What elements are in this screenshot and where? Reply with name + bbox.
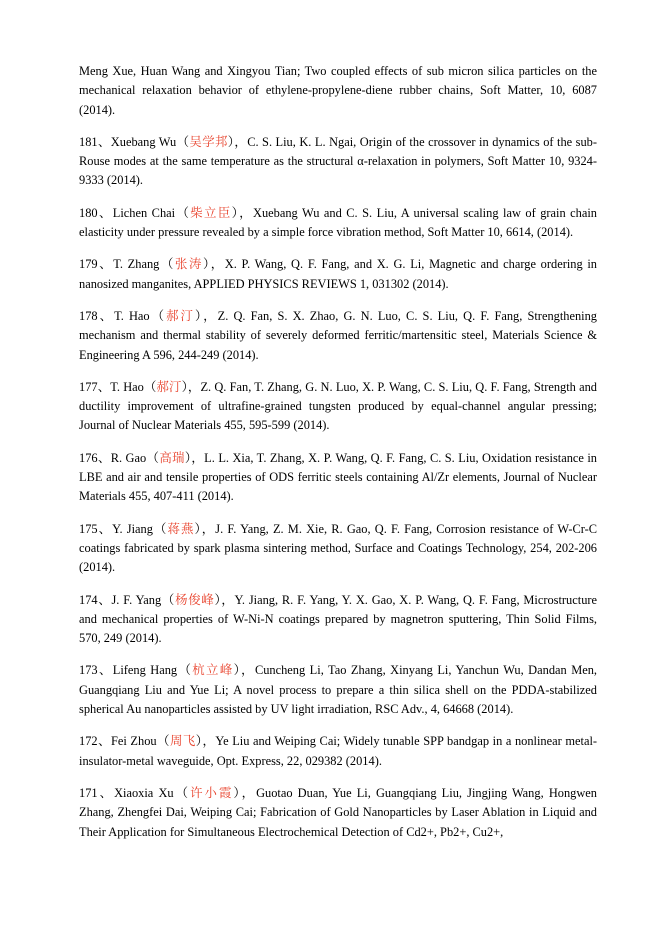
reference-post-name: ），Guotao Duan, Yue Li, Guangqiang Liu, Jingjing Wang, Hongwen Zhang, Zhengfei Dai, Weiping Cai; Fabrication of Gold Nanoparticles by Laser Ablation in Liquid and Their Application for Simultaneous Electrochemical Detection of Cd2+, Pb2+, Cu2+, xyxy=(79,785,597,839)
reference-number: 177、 xyxy=(79,379,111,394)
reference-entry xyxy=(79,661,597,719)
reference-pre-name: T. Hao（ xyxy=(114,308,167,323)
chinese-author-name: 柴立臣 xyxy=(190,205,232,220)
reference-post-name: ），Xuebang Wu and C. S. Liu, A universal scaling law of grain chain elasticity under pressure revealed by a simple force vibration method, Soft Matter 10, 6614, (2014). xyxy=(79,205,598,240)
reference-post-name: ），Z. Q. Fan, S. X. Zhao, G. N. Luo, C. S. Liu, Q. F. Fang, Strengthening mechanism and thermal stability of severely deformed ferritic/martensitic steel, Materials Science & Engineering A 596, 244-249 (2014). xyxy=(79,308,597,362)
reference-entry xyxy=(79,520,597,578)
reference-pre-name: R. Gao（ xyxy=(110,450,160,465)
reference-pre-name: T. Hao（ xyxy=(110,379,157,394)
reference-pre-name: Fei Zhou（ xyxy=(111,734,170,749)
reference-list xyxy=(79,62,597,842)
reference-pre-name: Lichen Chai（ xyxy=(112,205,191,220)
reference-number: 173、 xyxy=(79,663,113,678)
reference-number: 181、 xyxy=(79,134,111,149)
reference-number: 179、 xyxy=(79,257,114,272)
reference-pre-name: Xuebang Wu（ xyxy=(110,134,190,149)
chinese-author-name: 高瑞 xyxy=(159,450,185,465)
chinese-author-name: 吴学邦 xyxy=(189,134,228,149)
reference-number: 176、 xyxy=(79,450,111,465)
reference-entry xyxy=(79,204,597,243)
reference-pre-name: Y. Jiang（ xyxy=(112,521,168,536)
reference-entry xyxy=(79,255,597,294)
reference-entry xyxy=(79,62,597,120)
chinese-author-name: 周飞 xyxy=(170,734,196,749)
reference-post-name: ），L. L. Xia, T. Zhang, X. P. Wang, Q. F. Fang, C. S. Liu, Oxidation resistance in LBE and air and tensile properties of ODS ferritic steels containing Al/Zr elements, Journal of Nuclear Materials 455, 407-411 (2014). xyxy=(79,450,598,504)
reference-number: 178、 xyxy=(79,308,115,323)
chinese-author-name: 蒋燕 xyxy=(167,521,195,536)
reference-post-name: ），C. S. Liu, K. L. Ngai, Origin of the crossover in dynamics of the sub-Rouse modes at the same temperature as the structural α-relaxation in polymers, Soft Matter 10, 9324-9333 (2014). xyxy=(79,134,597,188)
reference-post-name: ），J. F. Yang, Z. M. Xie, R. Gao, Q. F. Fang, Corrosion resistance of W-Cr-C coatings fabricated by spark plasma sintering method, Surface and Coatings Technology, 254, 202-206 (2014). xyxy=(79,521,597,575)
reference-entry xyxy=(79,449,597,507)
chinese-author-name: 郝汀 xyxy=(166,308,195,323)
reference-post-name: ），Y. Jiang, R. F. Yang, Y. X. Gao, X. P. Wang, Q. F. Fang, Microstructure and mechanical properties of W-Ni-N coatings prepared by magnetron sputtering, Thin Solid Films, 570, 249 (2014). xyxy=(79,592,598,646)
reference-entry xyxy=(79,784,597,842)
reference-number: 172、 xyxy=(79,734,111,749)
reference-entry xyxy=(79,732,597,771)
reference-pre-name: Lifeng Hang（ xyxy=(112,663,193,678)
chinese-author-name: 杭立峰 xyxy=(192,663,234,678)
reference-pre-name: T. Zhang（ xyxy=(113,257,175,272)
reference-post-name: ），X. P. Wang, Q. F. Fang, and X. G. Li, Magnetic and charge ordering in nanosized manganites, APPLIED PHYSICS REVIEWS 1, 031302 (2014). xyxy=(79,257,598,291)
chinese-author-name: 张涛 xyxy=(174,257,203,272)
reference-pre-name: Xiaoxia Xu（ xyxy=(114,785,191,800)
reference-post-name: ），Cuncheng Li, Tao Zhang, Xinyang Li, Yanchun Wu, Dandan Men, Guangqiang Liu and Yue Li; A novel process to prepare a thin silica shell on the PDDA-stabilized spherical Au nanoparticles assisted by UV light irradiation, RSC Adv., 4, 64668 (2014). xyxy=(79,663,598,717)
reference-pre-name: J. F. Yang（ xyxy=(111,592,176,607)
reference-entry xyxy=(79,133,597,191)
reference-entry xyxy=(79,307,597,365)
reference-post-name: ），Ye Liu and Weiping Cai; Widely tunable SPP bandgap in a nonlinear metal-insulator-metal waveguide, Opt. Express, 22, 029382 (2014). xyxy=(79,734,598,768)
reference-number: 171、 xyxy=(79,785,115,800)
reference-post-name: ），Z. Q. Fan, T. Zhang, G. N. Luo, X. P. Wang, C. S. Liu, Q. F. Fang, Strength and ductility improvement of ultrafine-grained tungsten produced by equal-channel angular pressing; Journal of Nuclear Materials 455, 595-599 (2014). xyxy=(79,379,597,433)
reference-number: 175、 xyxy=(79,521,113,536)
reference-entry xyxy=(79,591,597,649)
chinese-author-name: 杨俊峰 xyxy=(175,592,215,607)
reference-entry xyxy=(79,378,597,436)
reference-number: 174、 xyxy=(79,592,112,607)
chinese-author-name: 郝汀 xyxy=(156,379,182,394)
chinese-author-name: 许小霞 xyxy=(190,785,234,800)
reference-number: 180、 xyxy=(79,205,113,220)
reference-text: Meng Xue, Huan Wang and Xingyou Tian; Two coupled effects of sub micron silica particles on the mechanical relaxation behavior of ethylene-propylene-diene rubber chains, Soft Matter, 10, 6087 (2014). xyxy=(79,64,597,117)
